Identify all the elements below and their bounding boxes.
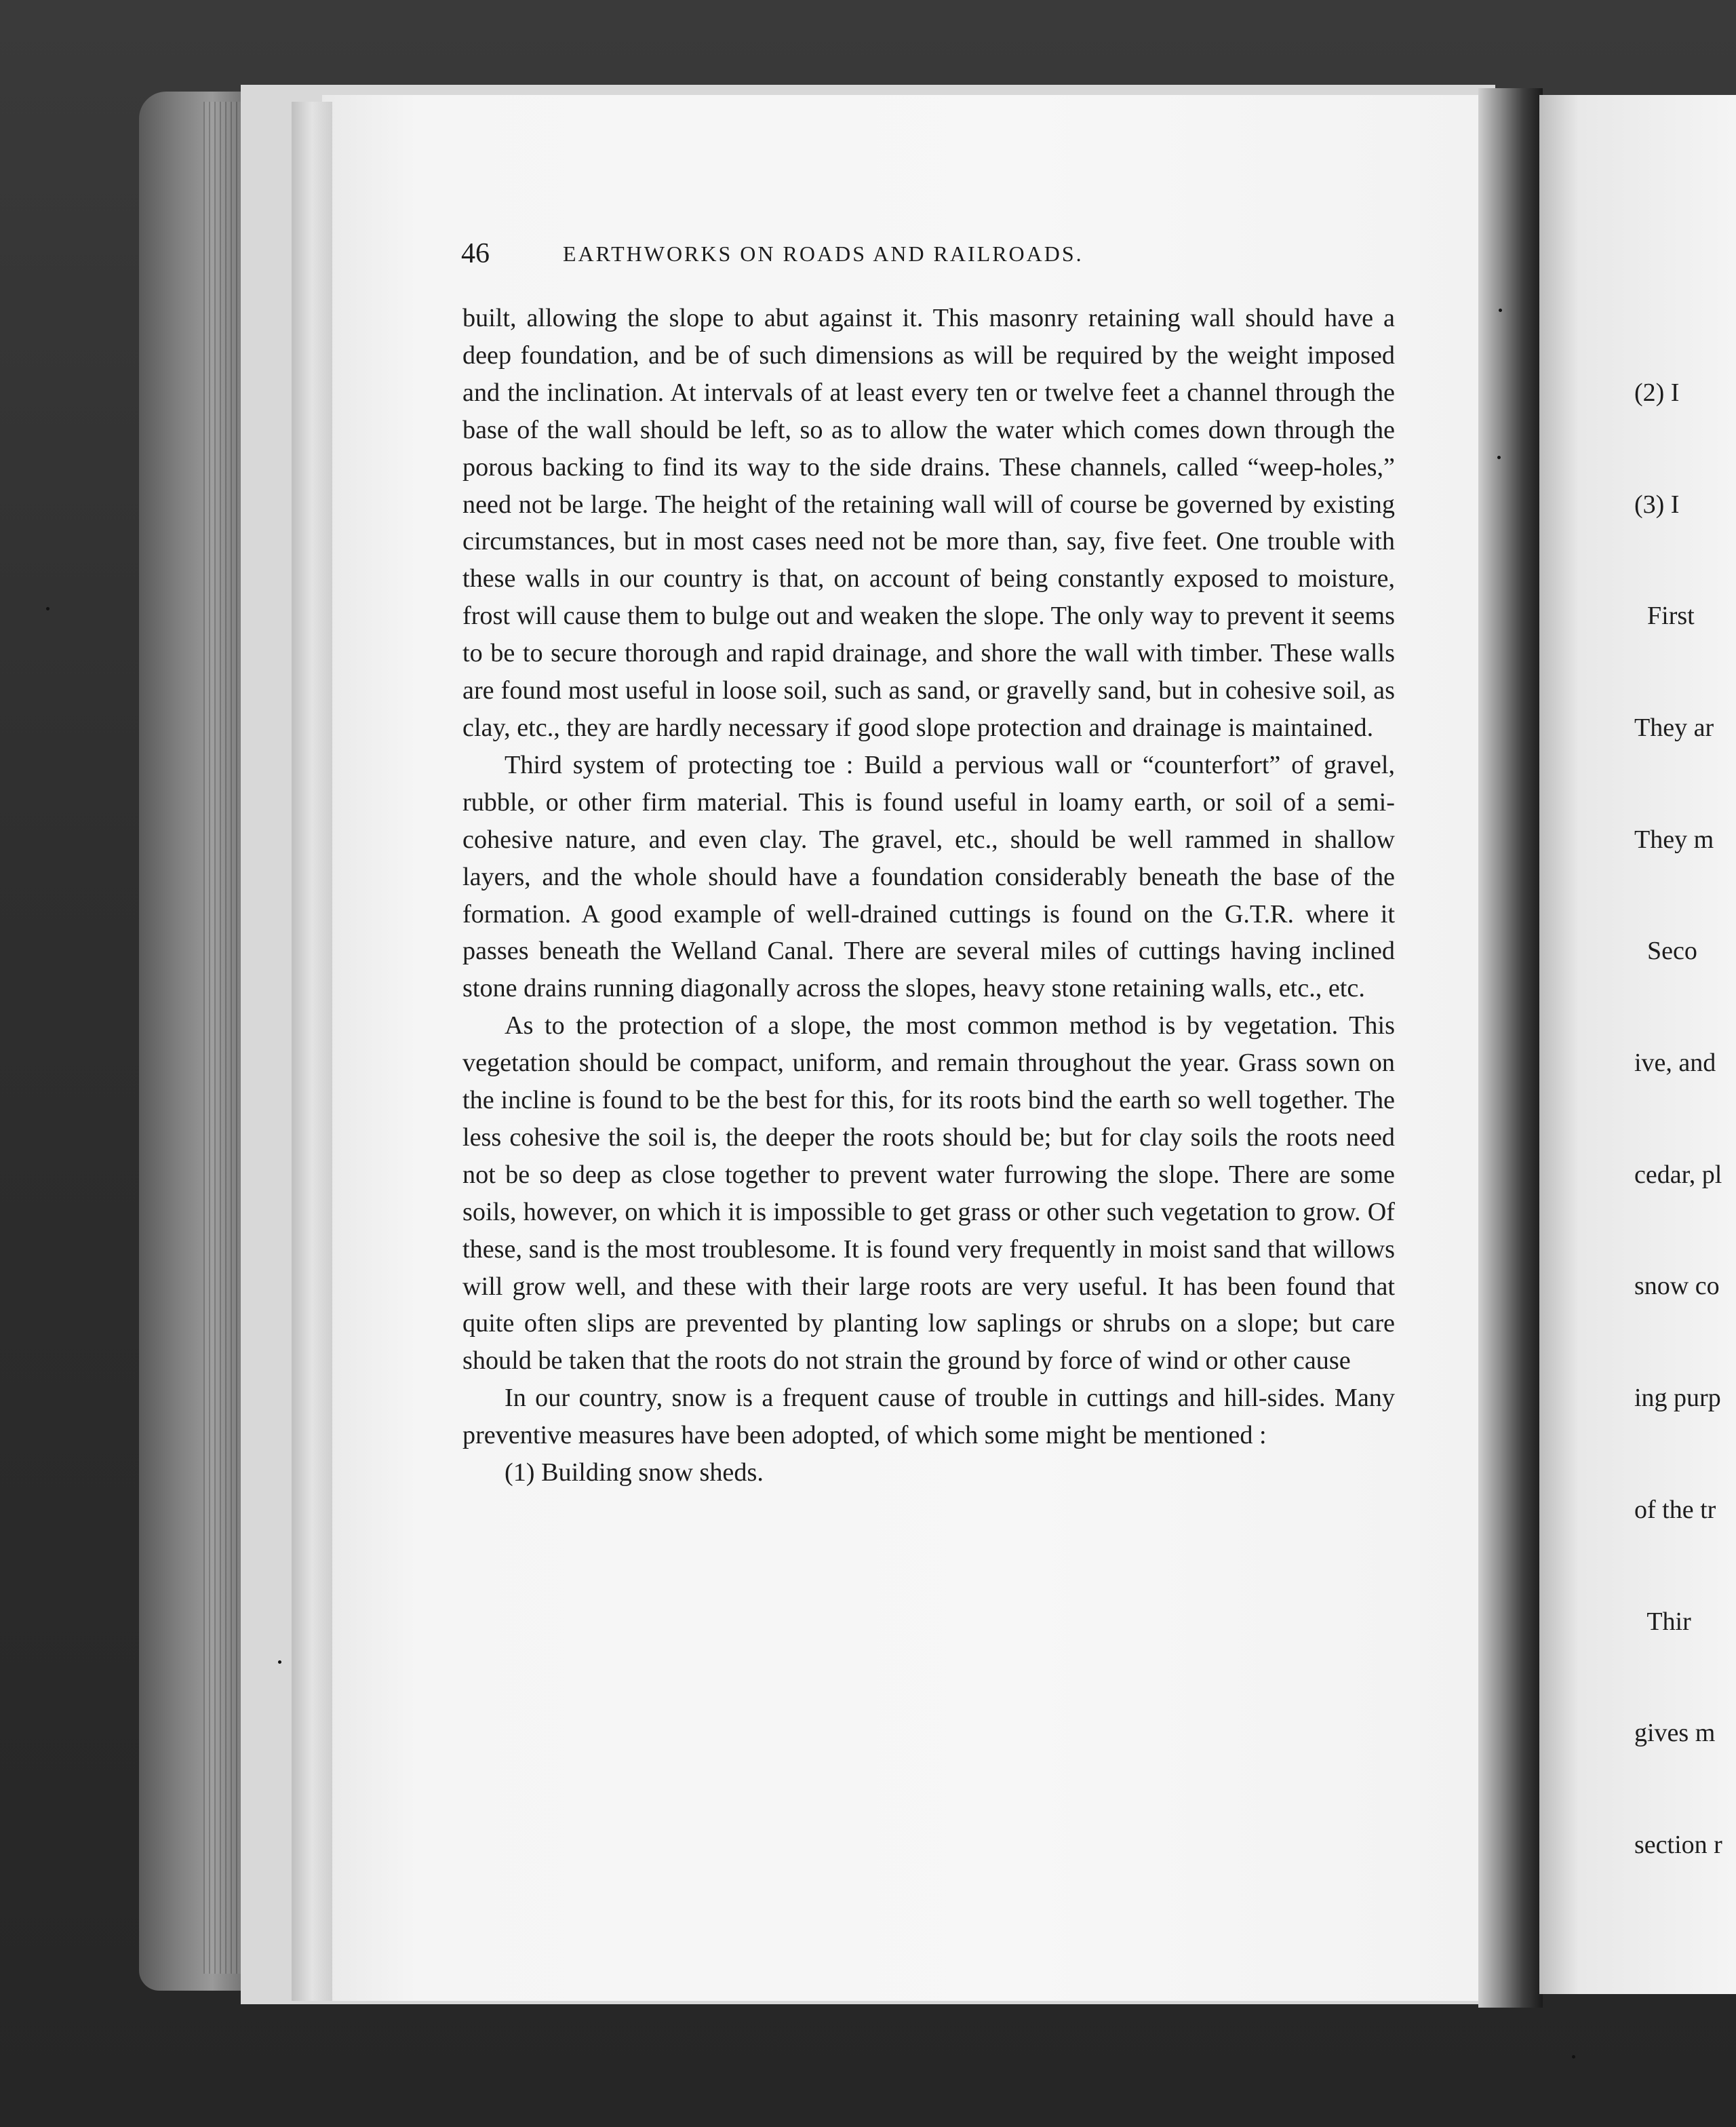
facing-page-line: Thir [1634,1607,1691,1636]
list-item: (1) Building snow sheds. [505,1458,764,1487]
facing-page-line: Seco [1634,937,1697,966]
facing-page-line: They ar [1634,713,1714,742]
facing-page-line: ive, and [1634,1049,1716,1078]
facing-page-line: of the tr [1634,1495,1716,1524]
running-title: EARTHWORKS ON ROADS AND RAILROADS. [563,241,1084,266]
facing-page-line: gives m [1634,1719,1716,1748]
page-number: 46 [461,238,490,269]
facing-page-line: cedar, pl [1634,1160,1722,1189]
facing-page-text [1634,300,1736,1938]
dust-speck [1572,2055,1575,2058]
paragraph: In our country, snow is a frequent cause of trouble in cuttings and hill-sides. Many preventive measures have been adopted, of which some might be mentioned : [462,1384,1395,1450]
paragraph: Third system of protecting toe : Build a pervious wall or “counterfort” of gravel, rubble, or other firm material. This is found useful in loamy earth, or soil of a semi-cohesive nature, and even clay. The gravel, etc., should be well rammed in shallow layers, and the whole should have a foundation considerably beneath the base of the formation. A good example of well-drained cuttings is found on the G.T.R. where it passes beneath the Welland Canal. There are several miles of cuttings having inclined stone drains running diagonally across the slopes, heavy stone retaining walls, etc., etc. [462,750,1395,1003]
facing-page-line: First [1634,602,1695,631]
facing-page-line: They m [1634,825,1714,854]
facing-page-line: section r [1634,1830,1722,1859]
facing-page-line: ing purp [1634,1384,1721,1413]
paragraph: built, allowing the slope to abut against it. This masonry retaining wall should have a deep foundation, and be of such dimensions as will be required by the weight imposed and the inclination. At intervals of at least every ten or twelve feet a channel through the base of the wall should be left, so as to allow the water which comes down through the porous backing to find its way to the side drains. These channels, called “weep-holes,” need not be large. The height of the retaining wall will of course be governed by existing circumstances, but in most cases need not be more than, say, five feet. One trouble with these walls in our country is that, on account of being constantly exposed to moisture, frost will cause them to bulge out and weaken the slope. The only way to prevent it seems to be to secure thorough and rapid drainage, and shore the wall with timber. These walls are found most useful in loose soil, such as sand, or gravelly sand, but in cohesive soil, as clay, etc., they are hardly necessary if good slope protection and drainage is maintained. [462,304,1395,742]
facing-page-line: (2) I [1634,378,1680,407]
dust-speck [278,1660,281,1664]
paragraph: As to the protection of a slope, the most common method is by vegetation. This vegetation should be compact, uniform, and remain throughout the year. Grass sown on the incline is found to be the best for this, for its roots bind the earth so well together. The less cohesive the soil is, the deeper the roots should be; but for clay soils the roots need not be so deep as close together to prevent water furrowing the slope. There are some soils, however, on which it is impossible to get grass or other such vegetation to grow. Of these, sand is the most troublesome. It is found very frequently in moist sand that willows will grow well, and these with their large roots are very useful. It has been found that quite often slips are prevented by planting low saplings or shrubs on a slope; but care should be taken that the roots do not strain the ground by force of wind or other cause [462,1011,1395,1375]
facing-page-line: (3) I [1634,490,1680,519]
facing-page-line: snow co [1634,1272,1720,1301]
page-margin-strip [292,102,332,2001]
dust-speck [1497,456,1501,459]
body-text [462,300,1395,1491]
dust-speck [1499,309,1502,312]
dust-speck [46,607,50,610]
spine-shadow [1478,88,1543,2008]
running-head [461,237,1397,278]
